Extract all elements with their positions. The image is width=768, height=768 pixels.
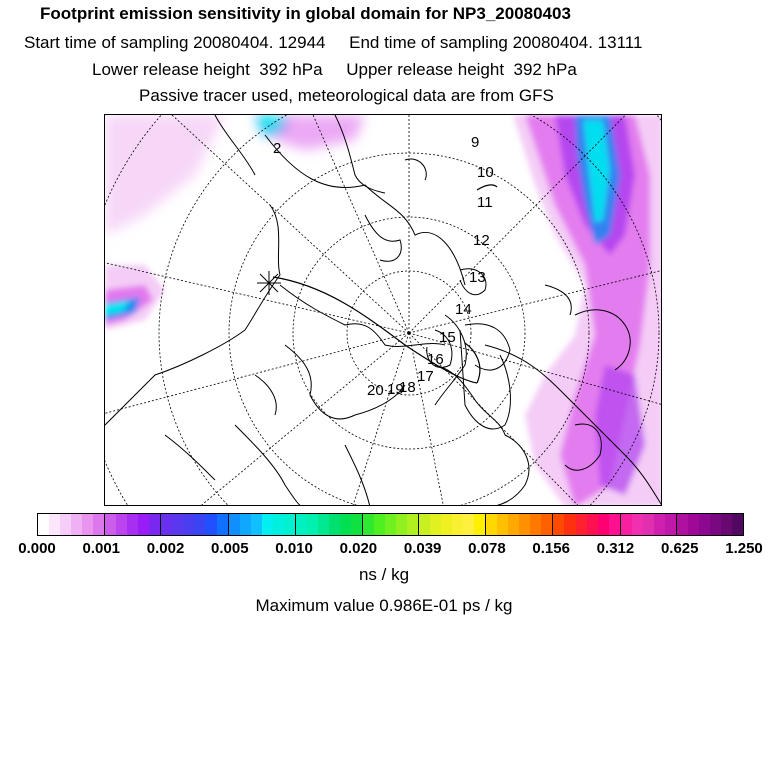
colorbar-cell (396, 514, 407, 535)
colorbar-tick-label: 0.001 (82, 540, 121, 557)
colorbar-cell (587, 514, 598, 535)
colorbar-cell (363, 514, 374, 535)
track-label: 9 (471, 134, 480, 151)
colorbar-cell (296, 514, 307, 535)
colorbar-cell (643, 514, 654, 535)
colorbar-cell (430, 514, 441, 535)
sensitivity-plume-north (105, 115, 365, 235)
colorbar-tick-label: 0.625 (660, 540, 699, 557)
colorbar-cell (194, 514, 205, 535)
colorbar-cell (217, 514, 229, 535)
colorbar-cell (205, 514, 216, 535)
colorbar-cell (273, 514, 284, 535)
release-marker (257, 271, 281, 295)
chart-title: Footprint emission sensitivity in global domain for NP3_20080403 (40, 4, 571, 23)
colorbar-cell (262, 514, 273, 535)
colorbar-tick-label: 1.250 (725, 540, 763, 557)
colorbar-cell (105, 514, 116, 535)
colorbar-tick-label: 0.156 (532, 540, 570, 557)
start-time-label: Start time of sampling 20080404. 12944 (24, 33, 326, 52)
colorbar-cell (82, 514, 93, 535)
colorbar-cell (93, 514, 105, 535)
colorbar-cell (229, 514, 240, 535)
colorbar-cell (407, 514, 419, 535)
colorbar-cell (553, 514, 564, 535)
colorbar-cell (632, 514, 643, 535)
track-labels (273, 134, 494, 399)
track-label: 2 (273, 140, 282, 157)
track-label: 15 (439, 329, 456, 346)
tracer-note: Passive tracer used, meteorological data are from GFS (139, 86, 554, 105)
colorbar-cell (116, 514, 127, 535)
track-label: 17 (417, 368, 434, 385)
colorbar-cell (576, 514, 587, 535)
end-time-label: End time of sampling 20080404. 13111 (349, 33, 643, 52)
colorbar-cell (38, 514, 49, 535)
colorbar (37, 513, 744, 536)
colorbar-cell (127, 514, 138, 535)
track-label: 10 (477, 164, 494, 181)
colorbar-cell (374, 514, 385, 535)
colorbar-cell (541, 514, 553, 535)
colorbar-cell (452, 514, 463, 535)
colorbar-cell (710, 514, 721, 535)
colorbar-cell (60, 514, 71, 535)
polar-map (104, 114, 662, 506)
colorbar-cell (721, 514, 732, 535)
colorbar-cell (508, 514, 519, 535)
colorbar-cell (598, 514, 609, 535)
track-label: 14 (455, 301, 472, 318)
colorbar-units: ns / kg (358, 565, 410, 584)
lower-height-label: Lower release height 392 hPa (92, 60, 323, 79)
colorbar-cell (351, 514, 363, 535)
upper-height-label: Upper release height 392 hPa (346, 60, 577, 79)
release-heights (92, 60, 577, 80)
colorbar-cell (71, 514, 82, 535)
colorbar-cell (699, 514, 710, 535)
colorbar-cell (677, 514, 688, 535)
colorbar-cell (138, 514, 149, 535)
track-label: 20 (367, 382, 384, 399)
colorbar-cell (340, 514, 351, 535)
colorbar-cell (609, 514, 621, 535)
colorbar-cell (497, 514, 508, 535)
colorbar-cell (441, 514, 452, 535)
colorbar-cell (183, 514, 194, 535)
colorbar-cell (329, 514, 340, 535)
colorbar-tick-label: 0.000 (18, 540, 56, 557)
sampling-times (24, 33, 642, 53)
track-label: 13 (469, 269, 486, 286)
colorbar-cell (665, 514, 677, 535)
colorbar-cell (172, 514, 183, 535)
colorbar-cell (530, 514, 541, 535)
map-canvas (105, 115, 662, 506)
track-label: 11 (477, 194, 493, 211)
max-value-label: Maximum value 0.986E-01 ps / kg (255, 596, 513, 615)
colorbar-tick-label: 0.039 (403, 540, 442, 557)
colorbar-cell (519, 514, 530, 535)
colorbar-cell (318, 514, 329, 535)
colorbar-cell (251, 514, 262, 535)
flight-track (273, 185, 497, 383)
track-label: 19 (387, 381, 404, 398)
colorbar-cell (654, 514, 665, 535)
sensitivity-plume-west (105, 265, 165, 330)
colorbar-cell (49, 514, 60, 535)
colorbar-tick-label: 0.002 (146, 540, 185, 557)
colorbar-cell (240, 514, 251, 535)
colorbar-cell (419, 514, 430, 535)
colorbar-tick-label: 0.005 (211, 540, 249, 557)
colorbar-cell (385, 514, 396, 535)
track-label: 12 (473, 232, 490, 249)
colorbar-cell (732, 514, 743, 535)
colorbar-cell (307, 514, 318, 535)
colorbar-cell (463, 514, 474, 535)
colorbar-cell (564, 514, 575, 535)
colorbar-tick-label: 0.312 (596, 540, 635, 557)
colorbar-cell (474, 514, 486, 535)
colorbar-tick-label: 0.020 (339, 540, 378, 557)
colorbar-cell (621, 514, 632, 535)
track-label: 18 (399, 379, 416, 396)
colorbar-cell (486, 514, 497, 535)
colorbar-tick-label: 0.010 (275, 540, 313, 557)
colorbar-cell (161, 514, 172, 535)
colorbar-cell (284, 514, 296, 535)
track-label: 16 (427, 351, 444, 368)
colorbar-cell (688, 514, 699, 535)
colorbar-tick-label: 0.078 (468, 540, 506, 557)
colorbar-cell (149, 514, 161, 535)
